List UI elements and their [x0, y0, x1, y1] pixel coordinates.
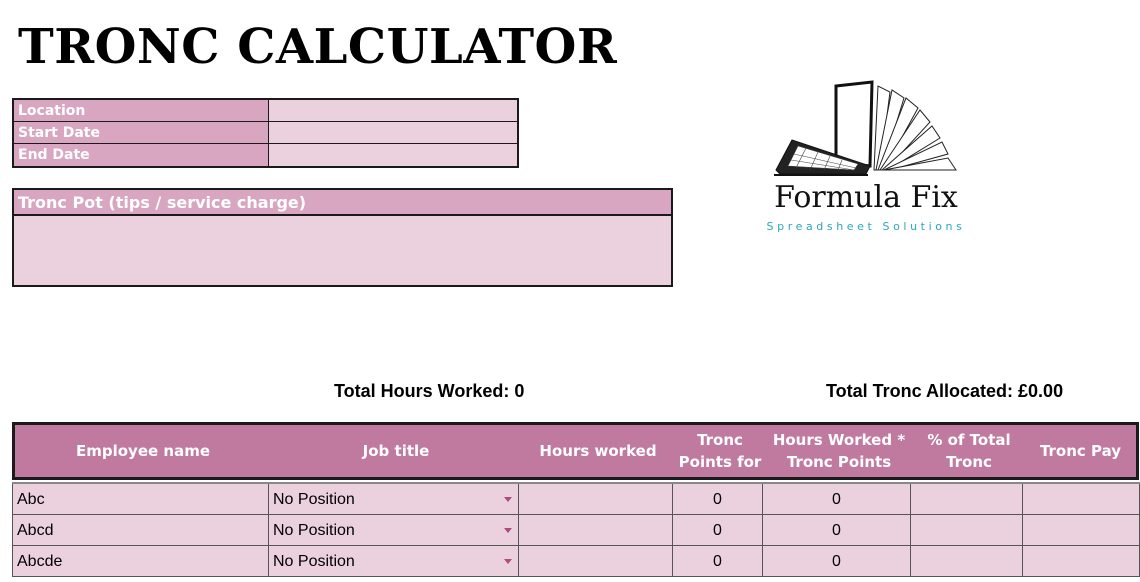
hours-x-points-cell: 0	[763, 546, 911, 576]
job-title-dropdown[interactable]	[269, 484, 519, 514]
percent-tronc-cell	[911, 484, 1023, 514]
start-date-field[interactable]	[269, 122, 517, 143]
dropdown-arrow-icon[interactable]	[504, 497, 512, 502]
job-title-value: No Position	[273, 491, 355, 508]
job-title-dropdown[interactable]	[269, 515, 519, 545]
tronc-pay-cell	[1023, 515, 1140, 545]
total-hours	[334, 380, 524, 402]
employee-name-cell[interactable]: Abcd	[13, 515, 269, 545]
end-date-row	[14, 144, 517, 166]
laptop-book-icon	[766, 78, 966, 178]
start-date-row	[14, 122, 517, 144]
tronc-pot-box	[12, 188, 673, 287]
dropdown-arrow-icon[interactable]	[504, 528, 512, 533]
logo-tagline: Spreadsheet Solutions	[766, 220, 966, 233]
location-label: Location	[14, 100, 269, 121]
total-tronc	[826, 380, 1063, 402]
table-header	[12, 422, 1139, 480]
employee-name-cell[interactable]: Abcde	[13, 546, 269, 576]
header-percent-tronc[interactable]	[913, 425, 1025, 477]
table-row	[12, 484, 1140, 515]
hours-x-points-cell: 0	[763, 515, 911, 545]
tronc-points-cell: 0	[673, 515, 763, 545]
tronc-pot-field[interactable]	[14, 216, 671, 285]
header-percent-tronc-line1: % of Total	[927, 431, 1011, 449]
table-row	[12, 546, 1140, 577]
total-tronc-label: Total Tronc Allocated:	[826, 381, 1014, 401]
header-hours-x-points-line2: Tronc Points	[786, 453, 892, 471]
job-title-value: No Position	[273, 522, 355, 539]
dropdown-arrow-icon[interactable]	[504, 559, 512, 564]
percent-tronc-cell	[911, 515, 1023, 545]
location-row	[14, 100, 517, 122]
header-hours-worked[interactable]: Hours worked	[539, 442, 657, 460]
header-tronc-points[interactable]	[675, 425, 765, 477]
total-hours-value: 0	[514, 381, 525, 401]
end-date-label: End Date	[14, 144, 269, 166]
header-hours-x-points[interactable]	[765, 425, 913, 477]
formula-fix-logo	[766, 78, 966, 238]
employee-name-cell[interactable]: Abc	[13, 484, 269, 514]
tronc-pay-cell	[1023, 546, 1140, 576]
info-table	[12, 98, 519, 168]
employee-table	[12, 484, 1140, 577]
tronc-points-cell: 0	[673, 546, 763, 576]
tronc-pay-cell	[1023, 484, 1140, 514]
tronc-points-cell: 0	[673, 484, 763, 514]
start-date-label: Start Date	[14, 122, 269, 143]
page-title: TRONC CALCULATOR	[18, 19, 618, 75]
header-employee-name[interactable]: Employee name	[75, 442, 210, 460]
percent-tronc-cell	[911, 546, 1023, 576]
table-row	[12, 515, 1140, 546]
total-tronc-value: £0.00	[1018, 381, 1064, 401]
header-job-title[interactable]: Job title	[362, 442, 430, 460]
hours-x-points-cell: 0	[763, 484, 911, 514]
hours-worked-cell[interactable]	[519, 515, 673, 545]
job-title-dropdown[interactable]	[269, 546, 519, 576]
tronc-pot-label: Tronc Pot (tips / service charge)	[14, 190, 671, 216]
header-percent-tronc-line2: Tronc	[946, 453, 992, 471]
hours-worked-cell[interactable]	[519, 546, 673, 576]
logo-name: Formula Fix	[774, 180, 958, 215]
hours-worked-cell[interactable]	[519, 484, 673, 514]
end-date-field[interactable]	[269, 144, 517, 166]
location-field[interactable]	[269, 100, 517, 121]
header-tronc-points-line2: Points for	[678, 453, 762, 471]
header-tronc-points-line1: Tronc	[697, 431, 743, 449]
header-tronc-pay[interactable]: Tronc Pay	[1039, 442, 1122, 460]
total-hours-label: Total Hours Worked:	[334, 381, 510, 401]
header-hours-x-points-line1: Hours Worked *	[772, 431, 906, 449]
job-title-value: No Position	[273, 553, 355, 570]
